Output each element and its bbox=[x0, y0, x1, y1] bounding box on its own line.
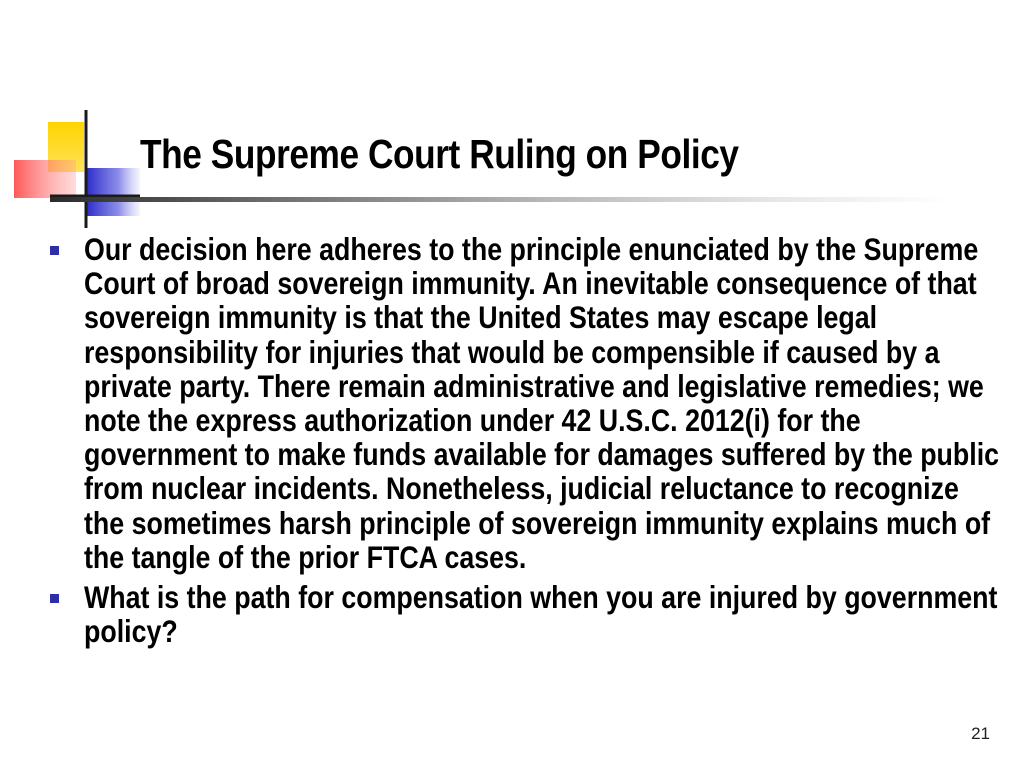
logo-red-square bbox=[14, 160, 76, 198]
logo-blue-square bbox=[86, 168, 140, 216]
square-bullet-icon bbox=[50, 594, 59, 603]
bullet-text-1: Our decision here adheres to the principle enunciated by the Supreme Court of broad sovereign immunity. An inevitable consequence of that sovereign immunity is that the United States may escape legal responsibility for injuries that would be compensible if caused by a private party. There remain administrative and legislative remedies; we note the express authorization under 42 U.S.C. 2012(i) for the government to make funds available for damages suffered by the public from nuclear incidents. Nonetheless, judicial reluctance to recognize the sometimes harsh principle of sovereign immunity explains much of the tangle of the prior FTCA cases. bbox=[84, 231, 1000, 575]
bullet-text-2: What is the path for compensation when you are injured by government policy? bbox=[84, 579, 998, 650]
bullet-list bbox=[44, 232, 1004, 654]
page-title: The Supreme Court Ruling on Policy bbox=[140, 131, 739, 177]
title-divider bbox=[50, 197, 950, 202]
bullet-item-1 bbox=[44, 232, 1004, 574]
square-bullet-icon bbox=[50, 246, 59, 255]
slide-number: 21 bbox=[971, 724, 990, 743]
bullet-item-2 bbox=[44, 580, 1004, 648]
slide-logo-icon bbox=[0, 0, 160, 240]
